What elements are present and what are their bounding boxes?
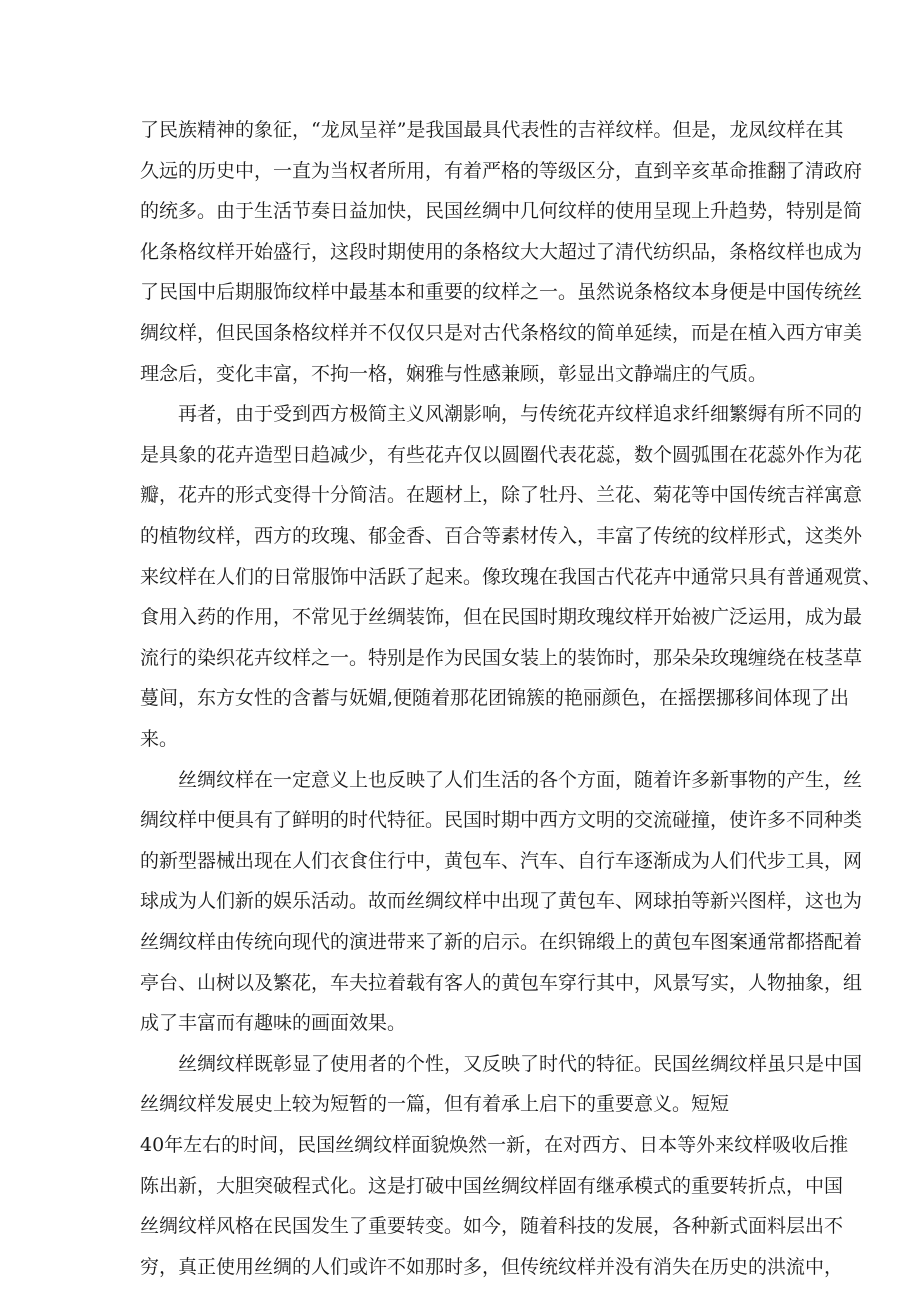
paragraph-first-line: 丝绸纹样在一定意义上也反映了人们生活的各个方面，随着许多新事物的产生，丝: [178, 769, 863, 791]
text-line: 了民国中后期服饰纹样中最基本和重要的纹样之一。虽然说条格纹本身便是中国传统丝: [140, 281, 863, 303]
text-line: 绸纹样，但民国条格纹样并不仅仅只是对古代条格纹的简单延续，而是在植入西方审美: [140, 322, 863, 344]
text-line: 的植物纹样，西方的玫瑰、郁金香、百合等素材传入，丰富了传统的纹样形式，这类外: [140, 525, 863, 547]
text-line: 亭台、山树以及繁花，车夫拉着载有客人的黄包车穿行其中，风景写实，人物抽象，组: [140, 972, 863, 994]
text-line: 流行的染织花卉纹样之一。特别是作为民国女装上的装饰时，那朵朵玫瑰缠绕在枝茎草: [140, 647, 863, 669]
text-line: 食用入药的作用，不常见于丝绸装饰，但在民国时期玫瑰纹样开始被广泛运用，成为最: [140, 606, 863, 628]
text-line: 蔓间，东方女性的含蓄与妩媚,便随着那花团锦簇的艳丽颜色，在摇摆挪移间体现了出: [140, 687, 850, 709]
text-line: 久远的历史中，一直为当权者所用，有着严格的等级区分，直到辛亥革命推翻了清政府: [140, 160, 863, 182]
text-line: 瓣，花卉的形式变得十分简洁。在题材上，除了牡丹、兰花、菊花等中国传统吉祥寓意: [140, 484, 863, 506]
text-line: 的统多。由于生活节奏日益加快，民国丝绸中几何纹样的使用呈现上升趋势，特别是简: [140, 200, 863, 222]
text-line: 丝绸纹样发展史上较为短暂的一篇，但有着承上启下的重要意义。短短: [140, 1093, 730, 1115]
text-line: 了民族精神的象征，“龙凤呈祥”是我国最具代表性的吉祥纹样。但是，龙凤纹样在其: [140, 119, 844, 141]
text-line: 是具象的花卉造型日趋减少，有些花卉仅以圆圈代表花蕊，数个圆弧围在花蕊外作为花: [140, 444, 863, 466]
text-line: 成了丰富而有趣味的画面效果。: [140, 1012, 407, 1034]
text-line: 的新型器械出现在人们衣食住行中，黄包车、汽车、自行车逐渐成为人们代步工具，网: [140, 850, 863, 872]
paragraph-first-line: 丝绸纹样既彰显了使用者的个性，又反映了时代的特征。民国丝绸纹样虽只是中国: [178, 1053, 863, 1075]
text-line: 丝绸纹样由传统向现代的演进带来了新的启示。在织锦缎上的黄包车图案通常都搭配着: [140, 931, 863, 953]
text-line: 绸纹样中便具有了鲜明的时代特征。民国时期中西方文明的交流碰撞，使许多不同种类: [140, 809, 863, 831]
text-line: 丝绸纹样风格在民国发生了重要转变。如今，随着科技的发展，各种新式面料层出不: [140, 1215, 844, 1237]
text-line: 来。: [140, 728, 179, 750]
text-line: 陈出新，大胆突破程式化。这是打破中国丝绸纹样固有继承模式的重要转折点，中国: [140, 1175, 844, 1197]
paragraph-first-line: 再者，由于受到西方极简主义风潮影响，与传统花卉纹样追求纤细繁缛有所不同的: [178, 403, 863, 425]
text-line: 理念后，变化丰富，不拘一格，娴雅与性感兼顾，彰显出文静端庄的气质。: [140, 363, 768, 385]
text-line: 化条格纹样开始盛行，这段时期使用的条格纹大大超过了清代纺织品，条格纹样也成为: [140, 241, 863, 263]
text-line: 40年左右的时间，民国丝绸纹样面貌焕然一新，在对西方、日本等外来纹样吸收后推: [140, 1134, 849, 1156]
text-line: 来纹样在人们的日常服饰中活跃了起来。像玫瑰在我国古代花卉中通常只具有普通观赏、: [140, 566, 882, 588]
text-line: 穷，真正使用丝绸的人们或许不如那时多，但传统纹样并没有消失在历史的洪流中，: [140, 1256, 844, 1278]
text-line: 球成为人们新的娱乐活动。故而丝绸纹样中出现了黄包车、网球拍等新兴图样，这也为: [140, 890, 863, 912]
